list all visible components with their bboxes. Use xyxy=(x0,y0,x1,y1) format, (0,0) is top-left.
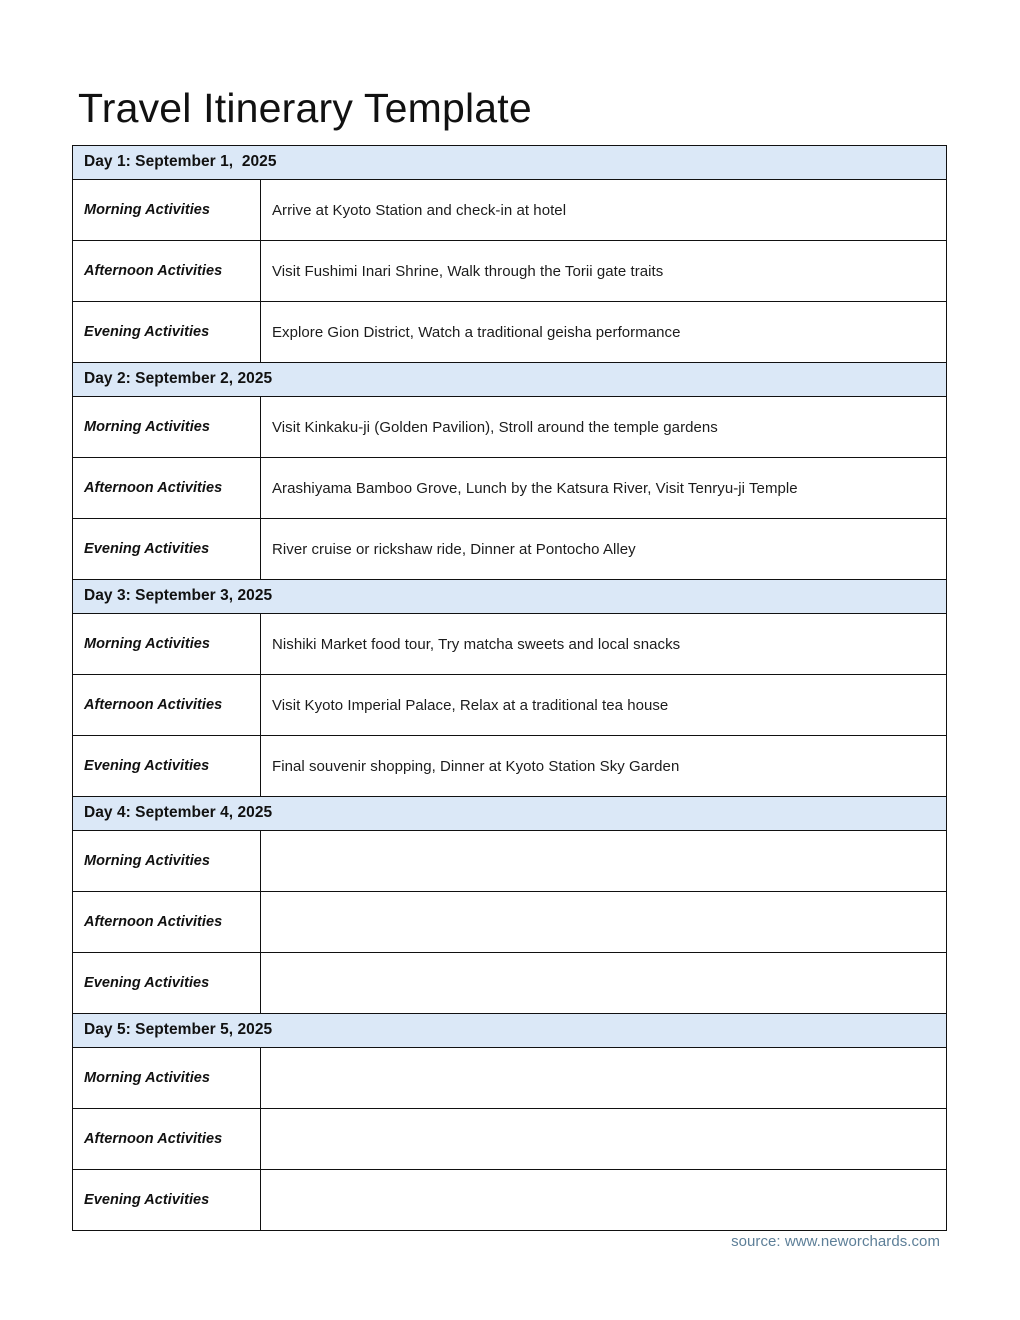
page-title: Travel Itinerary Template xyxy=(78,85,532,132)
activity-label: Afternoon Activities xyxy=(73,675,261,736)
activity-label: Evening Activities xyxy=(73,519,261,580)
day-header-row xyxy=(73,363,947,397)
activity-label: Morning Activities xyxy=(73,614,261,675)
table-row xyxy=(73,1109,947,1170)
activity-value[interactable]: Visit Kinkaku-ji (Golden Pavilion), Stroll around the temple gardens xyxy=(261,397,947,458)
activity-label: Morning Activities xyxy=(73,1048,261,1109)
activity-value[interactable]: River cruise or rickshaw ride, Dinner at Pontocho Alley xyxy=(261,519,947,580)
activity-value[interactable]: Explore Gion District, Watch a traditional geisha performance xyxy=(261,302,947,363)
activity-label: Afternoon Activities xyxy=(73,241,261,302)
source-attribution: source: www.neworchards.com xyxy=(731,1233,940,1250)
table-row xyxy=(73,1170,947,1231)
activity-label: Evening Activities xyxy=(73,736,261,797)
activity-label: Afternoon Activities xyxy=(73,458,261,519)
activity-label: Morning Activities xyxy=(73,397,261,458)
table-row xyxy=(73,892,947,953)
table-row xyxy=(73,1048,947,1109)
activity-label: Evening Activities xyxy=(73,302,261,363)
table-row xyxy=(73,831,947,892)
activity-value[interactable] xyxy=(261,892,947,953)
activity-label: Afternoon Activities xyxy=(73,892,261,953)
activity-value[interactable] xyxy=(261,831,947,892)
table-row xyxy=(73,736,947,797)
table-row xyxy=(73,397,947,458)
activity-label: Evening Activities xyxy=(73,1170,261,1231)
activity-label: Evening Activities xyxy=(73,953,261,1014)
table-row xyxy=(73,458,947,519)
activity-value[interactable]: Arashiyama Bamboo Grove, Lunch by the Katsura River, Visit Tenryu-ji Temple xyxy=(261,458,947,519)
table-row xyxy=(73,241,947,302)
day-header-cell: Day 4: September 4, 2025 xyxy=(73,797,947,831)
day-header-cell: Day 3: September 3, 2025 xyxy=(73,580,947,614)
table-row xyxy=(73,953,947,1014)
table-row xyxy=(73,302,947,363)
table-row xyxy=(73,180,947,241)
table-row xyxy=(73,614,947,675)
day-header-row xyxy=(73,1014,947,1048)
activity-value[interactable]: Nishiki Market food tour, Try matcha sweets and local snacks xyxy=(261,614,947,675)
table-row xyxy=(73,519,947,580)
activity-value[interactable]: Arrive at Kyoto Station and check-in at hotel xyxy=(261,180,947,241)
day-header-cell: Day 2: September 2, 2025 xyxy=(73,363,947,397)
day-header-cell: Day 1: September 1, 2025 xyxy=(73,146,947,180)
activity-value[interactable]: Visit Kyoto Imperial Palace, Relax at a traditional tea house xyxy=(261,675,947,736)
activity-value[interactable]: Visit Fushimi Inari Shrine, Walk through the Torii gate traits xyxy=(261,241,947,302)
activity-label: Morning Activities xyxy=(73,180,261,241)
table-row xyxy=(73,675,947,736)
itinerary-table xyxy=(72,145,947,1231)
activity-value[interactable] xyxy=(261,1048,947,1109)
activity-value[interactable] xyxy=(261,953,947,1014)
day-header-row xyxy=(73,797,947,831)
activity-label: Morning Activities xyxy=(73,831,261,892)
activity-label: Afternoon Activities xyxy=(73,1109,261,1170)
day-header-cell: Day 5: September 5, 2025 xyxy=(73,1014,947,1048)
activity-value[interactable] xyxy=(261,1170,947,1231)
activity-value[interactable] xyxy=(261,1109,947,1170)
day-header-row xyxy=(73,146,947,180)
day-header-row xyxy=(73,580,947,614)
activity-value[interactable]: Final souvenir shopping, Dinner at Kyoto Station Sky Garden xyxy=(261,736,947,797)
